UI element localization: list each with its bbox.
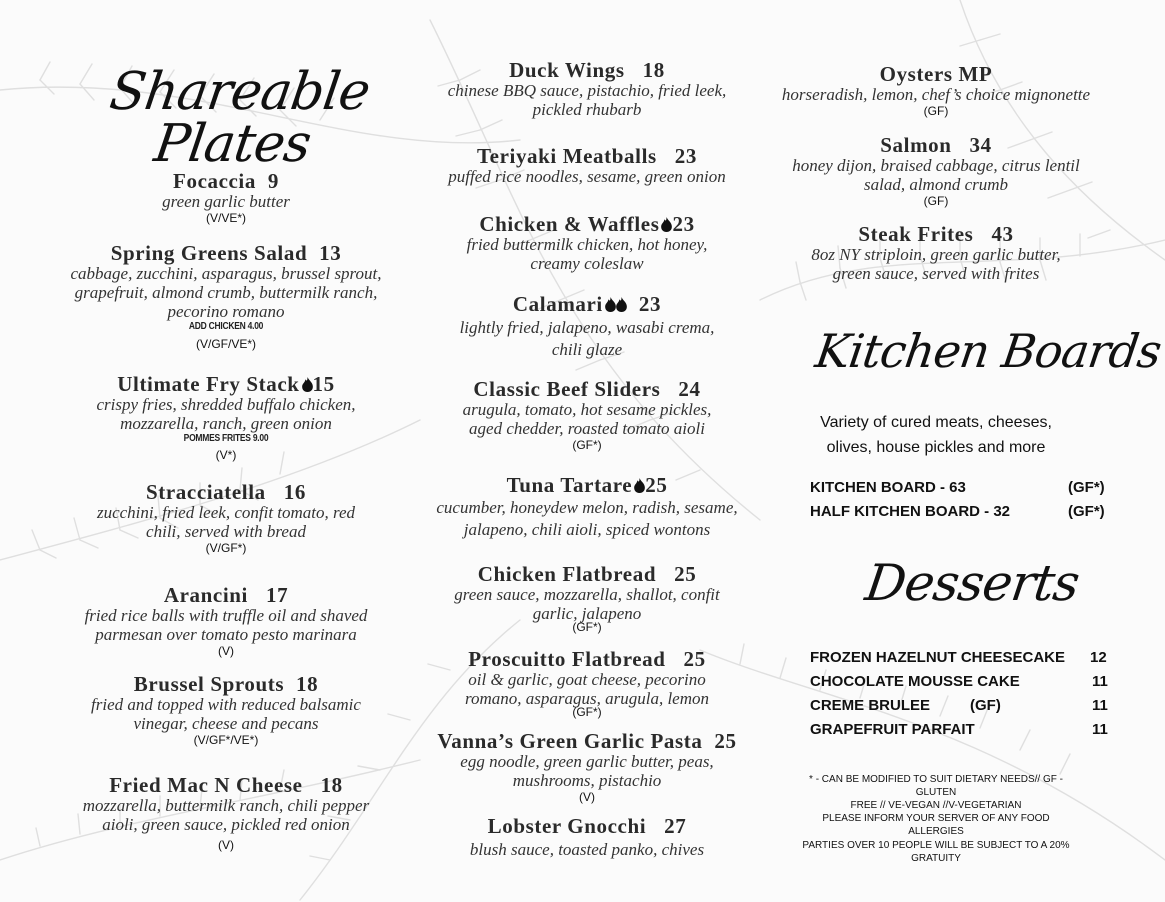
item-name: Brussel Sprouts xyxy=(133,672,285,696)
dessert-price: 11 xyxy=(1092,697,1108,714)
item-description: lightly fried, jalapeno, wasabi crema, xyxy=(459,318,715,337)
kitchen-boards-title: Kitchen Boards xyxy=(812,324,1165,378)
menu-item-chicken-flatbread xyxy=(424,563,750,634)
description-line: olives, house pickles and more xyxy=(826,439,1046,456)
menu-item-fried-mac-n-cheese xyxy=(50,774,402,852)
item-name: Ultimate Fry Stack xyxy=(117,372,300,396)
kitchen-boards-description xyxy=(762,410,1110,460)
item-name: Duck Wings xyxy=(509,58,625,82)
item-name: Arancini xyxy=(163,583,248,607)
item-description: salad, almond crumb xyxy=(863,175,1009,194)
item-name: Calamari xyxy=(512,292,603,316)
item-description: parmesan over tomato pesto marinara xyxy=(95,625,357,644)
dessert-name: CHOCOLATE MOUSSE CAKE xyxy=(810,673,1020,690)
item-description: mozzarella, buttermilk ranch, chili pepper xyxy=(82,796,370,815)
item-name: Fried Mac N Cheese xyxy=(109,773,303,797)
item-description: puffed rice noodles, sesame, green onion xyxy=(448,167,726,186)
item-price: 18 xyxy=(320,773,343,797)
dietary-tag: (V/GF*) xyxy=(205,541,247,555)
item-price: 15 xyxy=(312,372,335,396)
item-description: fried rice balls with truffle oil and shaved xyxy=(84,606,368,625)
menu-item-stracciatella xyxy=(50,481,402,555)
gratuity-notice xyxy=(802,839,1070,865)
dietary-tag: (GF) xyxy=(970,697,1001,714)
menu-item-lobster-gnocchi xyxy=(424,815,750,859)
menu-item-salmon xyxy=(762,134,1110,208)
item-name: Lobster Gnocchi xyxy=(487,814,647,838)
item-description: pecorino romano xyxy=(167,302,285,321)
item-name: Spring Greens Salad xyxy=(110,241,308,265)
item-description: green garlic butter xyxy=(162,192,290,211)
item-price: 34 xyxy=(969,133,992,157)
menu-item-vannas-green-garlic-pasta xyxy=(424,730,750,804)
item-description: mozzarella, ranch, green onion xyxy=(120,414,332,433)
dietary-tag: (GF*) xyxy=(1068,503,1105,520)
item-description: garlic, jalapeno xyxy=(532,604,642,623)
allergy-notice: PLEASE INFORM YOUR SERVER OF ANY FOOD ALLERGIES xyxy=(822,813,1050,837)
item-name: Chicken & Waffles xyxy=(479,212,660,236)
item-price: 18 xyxy=(642,58,665,82)
item-name: Steak Frites xyxy=(858,222,974,246)
legend-line: * - CAN BE MODIFIED TO SUIT DIETARY NEEDS// GF -GLUTEN xyxy=(809,774,1063,798)
kitchen-board-row: KITCHEN BOARD - 63 xyxy=(810,479,966,496)
item-description: creamy coleslaw xyxy=(530,254,644,273)
desserts-title: Desserts xyxy=(861,554,1083,612)
item-price: 25 xyxy=(674,562,697,586)
item-name: Chicken Flatbread xyxy=(477,562,657,586)
dietary-tag: (V*) xyxy=(215,448,237,462)
menu-item-duck-wings xyxy=(424,59,750,119)
item-price: 25 xyxy=(683,647,706,671)
item-description: 8oz NY striploin, green garlic butter, xyxy=(811,245,1061,264)
item-description: oil & garlic, goat cheese, pecorino xyxy=(468,670,706,689)
dessert-name: GRAPEFRUIT PARFAIT xyxy=(810,721,975,738)
dietary-tag: (GF) xyxy=(923,104,949,118)
item-description: aioli, green sauce, pickled red onion xyxy=(102,815,350,834)
item-price: 43 xyxy=(991,222,1014,246)
item-description: cabbage, zucchini, asparagus, brussel sprout, xyxy=(70,264,382,283)
menu-item-teriyaki-meatballs xyxy=(424,145,750,186)
description-line: Variety of cured meats, cheeses, xyxy=(820,414,1052,431)
item-price: 25 xyxy=(714,729,737,753)
dessert-price: 11 xyxy=(1092,673,1108,690)
item-description: green sauce, served with frites xyxy=(832,264,1040,283)
dietary-tag: (GF*) xyxy=(572,620,602,634)
item-description: mushrooms, pistachio xyxy=(512,771,662,790)
item-description: aged chedder, roasted tomato aioli xyxy=(469,419,705,438)
item-description: arugula, tomato, hot sesame pickles, xyxy=(462,400,712,419)
dietary-legend xyxy=(802,773,1070,812)
item-price: 9 xyxy=(267,169,279,193)
item-name: Focaccia xyxy=(173,169,256,193)
menu-item-classic-beef-sliders xyxy=(424,378,750,452)
dietary-tag: (GF*) xyxy=(1068,479,1105,496)
item-price: 23 xyxy=(638,292,662,316)
menu-item-focaccia xyxy=(50,170,402,225)
item-description: fried buttermilk chicken, hot honey, xyxy=(466,235,708,254)
item-description: blush sauce, toasted panko, chives xyxy=(469,840,705,859)
menu-item-arancini xyxy=(50,584,402,658)
item-name: Classic Beef Sliders xyxy=(473,377,661,401)
item-description: egg noodle, green garlic butter, peas, xyxy=(460,752,714,771)
item-description: green sauce, mozzarella, shallot, confit xyxy=(454,585,720,604)
menu-item-spring-greens-salad xyxy=(50,242,402,351)
item-price: 27 xyxy=(664,814,687,838)
menu-item-ultimate-fry-stack xyxy=(50,373,402,462)
flame-icon xyxy=(302,377,313,392)
half-kitchen-board-row: HALF KITCHEN BOARD - 32 xyxy=(810,503,1011,520)
dessert-price: 11 xyxy=(1092,721,1108,738)
item-price: 17 xyxy=(265,583,289,607)
menu-item-steak-frites xyxy=(762,223,1110,283)
menu-item-oysters xyxy=(762,63,1110,118)
add-on-note: POMMES FRITES 9.00 xyxy=(183,433,269,444)
flame-icon xyxy=(616,297,627,312)
gratuity-line: PARTIES OVER 10 PEOPLE WILL BE SUBJECT TO A 20% xyxy=(802,840,1070,851)
item-description: crispy fries, shredded buffalo chicken, xyxy=(96,395,356,414)
item-price: 23 xyxy=(672,212,695,236)
item-name: Vanna’s Green Garlic Pasta xyxy=(437,729,703,753)
item-price: 13 xyxy=(319,241,342,265)
item-name: Stracciatella xyxy=(146,480,266,504)
menu-item-brussel-sprouts xyxy=(50,673,402,747)
item-name: Salmon xyxy=(880,133,952,157)
item-description: jalapeno, chili aioli, spiced wontons xyxy=(463,520,711,539)
item-description: cucumber, honeydew melon, radish, sesame, xyxy=(436,498,738,517)
item-description: chinese BBQ sauce, pistachio, fried leek, xyxy=(447,81,727,100)
gratuity-line: GRATUITY xyxy=(911,853,961,864)
item-name: Tuna Tartare xyxy=(506,473,633,497)
menu-item-chicken-waffles xyxy=(424,213,750,273)
item-price: 23 xyxy=(674,144,697,168)
dietary-tag: (V) xyxy=(218,644,234,658)
menu-item-tuna-tartare xyxy=(424,474,750,539)
add-on-note: ADD CHICKEN 4.00 xyxy=(188,321,264,332)
item-description: honey dijon, braised cabbage, citrus lentil xyxy=(792,156,1080,175)
item-price: 16 xyxy=(283,480,306,504)
item-description: grapefruit, almond crumb, buttermilk ranch, xyxy=(74,283,378,302)
item-description: zucchini, fried leek, confit tomato, red xyxy=(96,503,356,522)
menu-item-calamari xyxy=(424,293,750,359)
item-name: Proscuitto Flatbread xyxy=(468,647,666,671)
item-description: chili, served with bread xyxy=(146,522,306,541)
dietary-tag: (GF*) xyxy=(572,705,602,719)
dessert-price: 12 xyxy=(1090,649,1107,666)
dietary-tag: (GF*) xyxy=(572,438,602,452)
item-description: chili glaze xyxy=(551,340,623,359)
dessert-name: FROZEN HAZELNUT CHEESECAKE xyxy=(810,649,1066,666)
item-price: 25 xyxy=(645,473,668,497)
item-description: romano, asparagus, arugula, lemon xyxy=(465,689,709,708)
item-description: pickled rhubarb xyxy=(532,100,642,119)
flame-icon xyxy=(634,478,645,493)
item-name: Teriyaki Meatballs xyxy=(477,144,657,168)
item-price: 18 xyxy=(296,672,319,696)
item-description: horseradish, lemon, chef’s choice mignonette xyxy=(781,85,1091,104)
item-description: vinegar, cheese and pecans xyxy=(133,714,319,733)
dietary-tag: (V/VE*) xyxy=(205,211,246,225)
item-name: Oysters MP xyxy=(879,62,993,86)
item-price: 24 xyxy=(678,377,701,401)
flame-icon xyxy=(661,217,672,232)
item-description: fried and topped with reduced balsamic xyxy=(91,695,361,714)
dietary-tag: (V/GF/VE*) xyxy=(195,337,256,351)
dietary-tag: (V/GF*/VE*) xyxy=(193,733,259,747)
dietary-tag: (V) xyxy=(218,838,234,852)
flame-icon xyxy=(605,297,616,312)
shareable-plates-title: Shareable Plates xyxy=(106,62,374,174)
dessert-name: CREME BRULEE xyxy=(810,697,931,714)
dietary-tag: (GF) xyxy=(923,194,949,208)
menu-item-proscuitto-flatbread xyxy=(424,648,750,719)
dietary-tag: (V) xyxy=(579,790,595,804)
legend-line: FREE // VE-VEGAN //V-VEGETARIAN xyxy=(850,800,1022,811)
